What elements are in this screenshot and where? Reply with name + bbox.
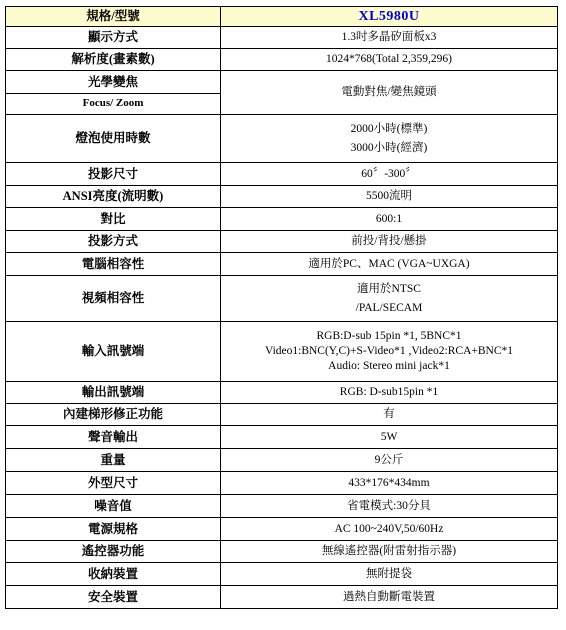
table-row [6, 322, 558, 382]
spec-label: 投影方式 [6, 231, 221, 253]
header-label: 規格/型號 [6, 7, 221, 27]
spec-label: 收納裝置 [6, 563, 221, 586]
table-row [6, 404, 558, 426]
spec-label: 電腦相容性 [6, 253, 221, 276]
spec-label: 輸出訊號端 [6, 382, 221, 404]
spec-value-line2: 3000小時(經濟) [350, 141, 428, 154]
spec-value [221, 115, 558, 163]
table-row [6, 276, 558, 322]
spec-value: 適用於PC、MAC (VGA~UXGA) [221, 253, 558, 276]
table-row [6, 231, 558, 253]
spec-value-line1: 適用於NTSC [357, 282, 421, 295]
table-row [6, 495, 558, 518]
spec-value: 無線遙控器(附雷射指示器) [221, 541, 558, 563]
spec-label: 電源規格 [6, 518, 221, 541]
spec-value: RGB: D-sub15pin *1 [221, 382, 558, 404]
spec-value [221, 322, 558, 382]
table-row [6, 449, 558, 472]
spec-value: 9公斤 [221, 449, 558, 472]
table-row [6, 49, 558, 71]
table-row [6, 472, 558, 495]
spec-label: 解析度(畫素數) [6, 49, 221, 71]
spec-value: 省電模式:30分貝 [221, 495, 558, 518]
table-row [6, 115, 558, 163]
spec-label-line2: Focus/ Zoom [82, 96, 144, 109]
spec-label: 聲音輸出 [6, 426, 221, 449]
spec-value: 過熱自動斷電裝置 [221, 586, 558, 609]
table-row [6, 208, 558, 231]
spec-label: 視頻相容性 [6, 276, 221, 322]
spec-label: 重量 [6, 449, 221, 472]
spec-value: 電動對焦/變焦鏡頭 [221, 71, 558, 115]
spec-value: 433*176*434mm [221, 472, 558, 495]
table-header-row [6, 7, 558, 27]
model-number: XL5980U [221, 7, 558, 27]
spec-label: 噪音值 [6, 495, 221, 518]
spec-table [5, 6, 558, 609]
spec-label: 投影尺寸 [6, 163, 221, 186]
spec-label: 安全裝置 [6, 586, 221, 609]
table-row [6, 163, 558, 186]
spec-value: 1024*768(Total 2,359,296) [221, 49, 558, 71]
spec-value: 5W [221, 426, 558, 449]
table-row [6, 253, 558, 276]
table-row [6, 71, 558, 115]
spec-value-line1: RGB:D-sub 15pin *1, 5BNC*1 [316, 330, 462, 342]
spec-label: 燈泡使用時數 [6, 115, 221, 163]
spec-value: 5500流明 [221, 186, 558, 208]
spec-label-line1: 光學變焦 [87, 74, 138, 89]
table-row [6, 518, 558, 541]
spec-value: 60〞-300〞 [221, 163, 558, 186]
spec-label: 輸入訊號端 [6, 322, 221, 382]
spec-label [6, 71, 221, 115]
spec-label: 外型尺寸 [6, 472, 221, 495]
spec-label: ANSI亮度(流明數) [6, 186, 221, 208]
table-row [6, 27, 558, 49]
spec-value-line2: Video1:BNC(Y,C)+S-Video*1 ,Video2:RCA+BNC*1 [264, 345, 514, 357]
table-row [6, 382, 558, 404]
table-row [6, 563, 558, 586]
table-row [6, 586, 558, 609]
spec-value: 有 [221, 404, 558, 426]
spec-label: 對比 [6, 208, 221, 231]
spec-value: 600:1 [221, 208, 558, 231]
spec-value-line1: 2000小時(標準) [350, 122, 428, 135]
spec-value: AC 100~240V,50/60Hz [221, 518, 558, 541]
spec-value: 1.3吋多晶矽面板x3 [221, 27, 558, 49]
spec-value: 無附提袋 [221, 563, 558, 586]
table-row [6, 186, 558, 208]
spec-value [221, 276, 558, 322]
table-row [6, 541, 558, 563]
spec-label: 遙控器功能 [6, 541, 221, 563]
spec-label: 顯示方式 [6, 27, 221, 49]
table-row [6, 426, 558, 449]
spec-value-line2: /PAL/SECAM [355, 301, 423, 314]
spec-value: 前投/背投/懸掛 [221, 231, 558, 253]
spec-label: 內建梯形修正功能 [6, 404, 221, 426]
spec-value-line3: Audio: Stereo mini jack*1 [328, 360, 450, 372]
